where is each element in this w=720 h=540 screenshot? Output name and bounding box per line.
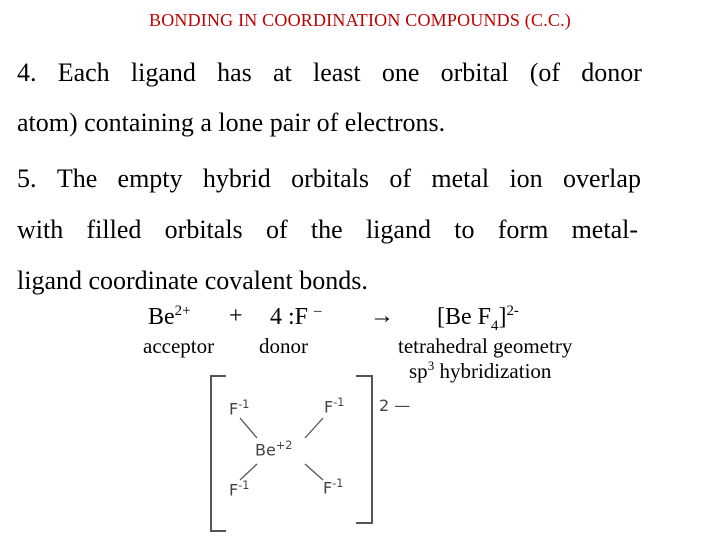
word: ligand xyxy=(130,58,196,87)
word: hybrid xyxy=(202,164,271,193)
bond-top-right xyxy=(305,418,323,438)
right-bracket xyxy=(356,376,372,523)
word: ligand xyxy=(365,215,431,244)
word: orbital xyxy=(440,58,509,87)
page-title: BONDING IN COORDINATION COMPOUNDS (C.C.) xyxy=(148,10,571,30)
word: metal- xyxy=(571,215,638,244)
equation-product: [Be $F_4]^{2-}$ xyxy=(437,303,519,334)
label-tetrahedral-geometry: tetrahedral geometry xyxy=(398,334,573,358)
ligand-f-top-right: $F^{-1}$ xyxy=(324,396,345,417)
word: at xyxy=(273,58,292,87)
equation-arrow: → xyxy=(370,303,394,329)
equation-reactant-be: $Be^{2+}$ xyxy=(148,303,191,330)
label-sp3-hybridization: $sp^3$ hybridization xyxy=(409,358,552,383)
word: overlap xyxy=(562,164,641,193)
word: (of xyxy=(529,58,561,87)
word: Each xyxy=(57,58,110,87)
word: the xyxy=(310,215,343,244)
bond-bottom-right xyxy=(305,464,323,480)
complex-charge: 2 — xyxy=(379,396,411,415)
label-acceptor: acceptor xyxy=(143,334,215,358)
bond-bottom-left xyxy=(240,464,257,480)
left-bracket xyxy=(211,376,226,531)
word: one xyxy=(381,58,420,87)
word: with xyxy=(17,215,64,244)
center-be: $Be^{+2}$ xyxy=(255,439,293,460)
word: metal xyxy=(431,164,490,193)
word: of xyxy=(265,215,288,244)
point-5-line-3: ligand coordinate covalent bonds. xyxy=(17,266,368,295)
word: ion xyxy=(509,164,543,193)
equation-plus: + xyxy=(229,303,243,329)
label-donor: donor xyxy=(259,334,308,358)
word: 5. xyxy=(17,164,37,193)
word: to xyxy=(454,215,475,244)
word: donor xyxy=(581,58,642,87)
equation-reactant-f: 4 :F – xyxy=(270,303,322,330)
word: orbitals xyxy=(164,215,243,244)
word: empty xyxy=(117,164,183,193)
word: The xyxy=(56,164,98,193)
word: of xyxy=(389,164,412,193)
word: 4. xyxy=(17,58,37,87)
word: filled xyxy=(86,215,142,244)
word: has xyxy=(217,58,252,87)
word: least xyxy=(313,58,361,87)
word: orbitals xyxy=(291,164,370,193)
bond-top-left xyxy=(240,418,257,438)
ligand-f-bottom-left: $F^{-1}$ xyxy=(229,479,250,500)
ligand-f-bottom-right: $F^{-1}$ xyxy=(323,477,344,498)
point-4-line-2: atom) containing a lone pair of electrons. xyxy=(17,108,446,137)
word: form xyxy=(497,215,549,244)
ligand-f-top-left: $F^{-1}$ xyxy=(229,398,250,419)
